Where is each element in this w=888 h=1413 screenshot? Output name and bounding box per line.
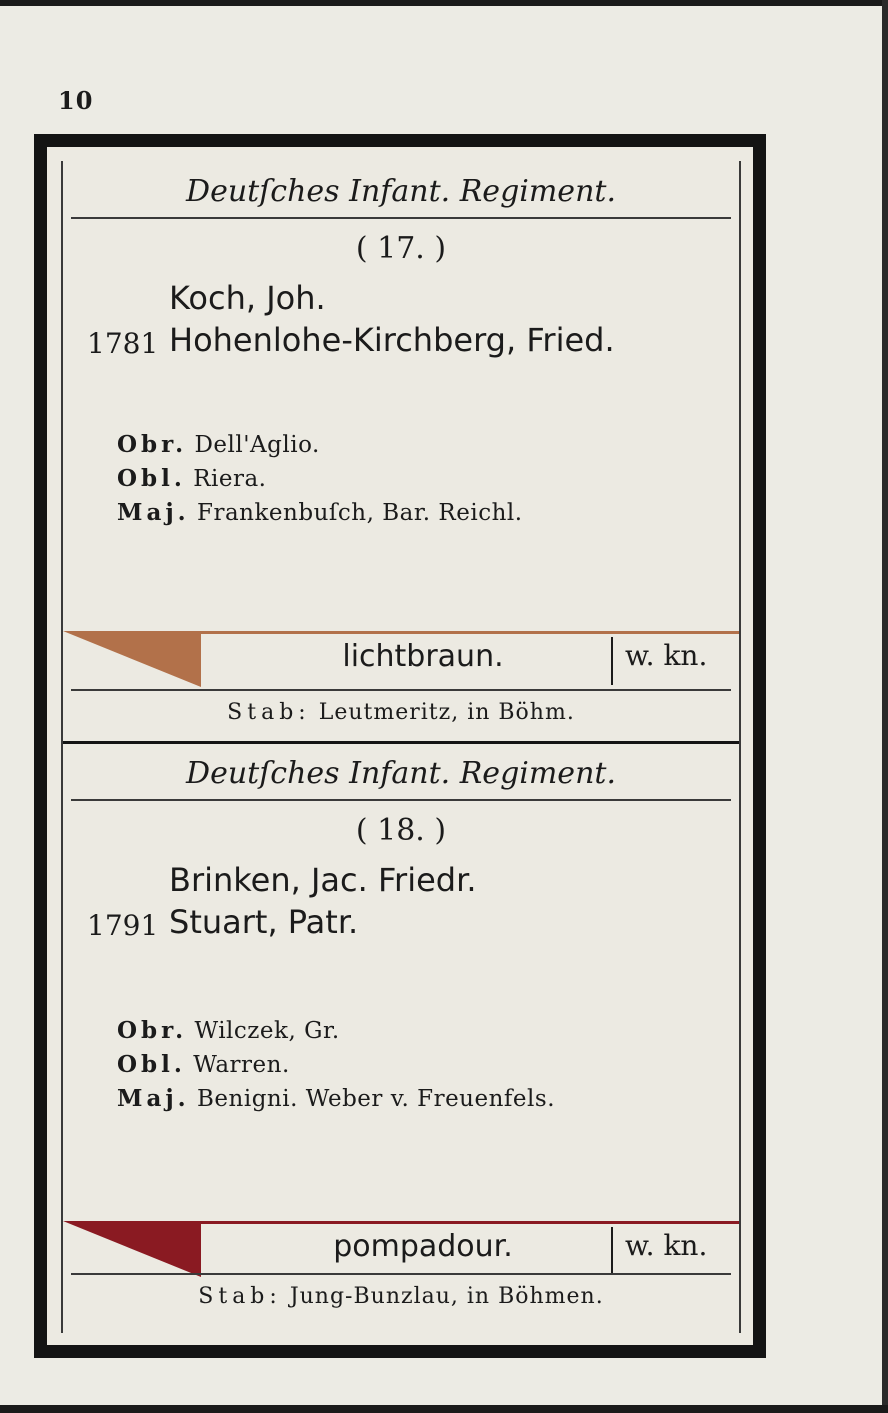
column-separator: [611, 637, 613, 685]
staff-place: Leutmeritz, in Böhm.: [318, 700, 575, 725]
facing-color-swatch: [63, 631, 203, 687]
officer-name: Warren.: [193, 1052, 290, 1078]
facing-color-line: [183, 1221, 739, 1224]
staff-location: [71, 1273, 731, 1319]
officer-row: [117, 431, 320, 458]
regiment-heading: Deutſches Infant. Regiment.: [71, 167, 731, 219]
regiment-number: ( 18. ): [355, 813, 447, 848]
facing-color-name: lichtbraun.: [342, 639, 504, 674]
officer-rank: Obl.: [117, 465, 186, 492]
regiment-heading: Deutſches Infant. Regiment.: [71, 749, 731, 801]
officer-name: Dell'Aglio.: [194, 432, 320, 458]
regiment-commander: Stuart, Patr.: [169, 903, 359, 941]
facing-color-band: [63, 631, 739, 687]
button-color: w. kn.: [625, 639, 708, 672]
page-edge-top: [0, 0, 888, 6]
regiment-owner: Brinken, Jac. Friedr.: [169, 861, 477, 899]
officer-row: [117, 1017, 340, 1044]
staff-label: Stab:: [227, 700, 311, 725]
column-separator: [611, 1227, 613, 1275]
regiment-entry-18: [63, 743, 739, 1319]
commander-year: 1791: [87, 909, 159, 942]
page-edge-bottom: [0, 1405, 888, 1413]
page-edge-right: [882, 0, 888, 1413]
regiment-entry-17: [63, 161, 739, 743]
regiment-frame: [34, 134, 766, 1358]
facing-color-line: [183, 631, 739, 634]
regiment-frame-inner: [61, 161, 741, 1333]
officer-name: Frankenbuſch, Bar. Reichl.: [197, 500, 523, 526]
officer-rank: Obl.: [117, 1051, 186, 1078]
facing-color-name: pompadour.: [333, 1229, 513, 1264]
facing-color-band: [63, 1221, 739, 1277]
officer-row: [117, 465, 267, 492]
officer-name: Benigni. Weber v. Freuenfels.: [197, 1086, 556, 1112]
officer-name: Riera.: [193, 466, 267, 492]
staff-location: [71, 689, 731, 735]
regiment-commander: Hohenlohe-Kirchberg, Fried.: [169, 321, 615, 359]
button-color: w. kn.: [625, 1229, 708, 1262]
officer-row: [117, 1085, 555, 1112]
facing-color-swatch: [63, 1221, 203, 1277]
officer-row: [117, 499, 523, 526]
officer-rank: Obr.: [117, 431, 188, 458]
commander-year: 1781: [87, 327, 159, 360]
staff-place: Jung-Bunzlau, in Böhmen.: [289, 1284, 604, 1309]
staff-label: Stab:: [198, 1284, 282, 1309]
officer-rank: Maj.: [117, 1085, 190, 1112]
page-number: 10: [58, 86, 94, 115]
regiment-owner: Koch, Joh.: [169, 279, 326, 317]
officer-name: Wilczek, Gr.: [194, 1018, 340, 1044]
regiment-number: ( 17. ): [355, 231, 447, 266]
officer-row: [117, 1051, 290, 1078]
officer-rank: Maj.: [117, 499, 190, 526]
officer-rank: Obr.: [117, 1017, 188, 1044]
